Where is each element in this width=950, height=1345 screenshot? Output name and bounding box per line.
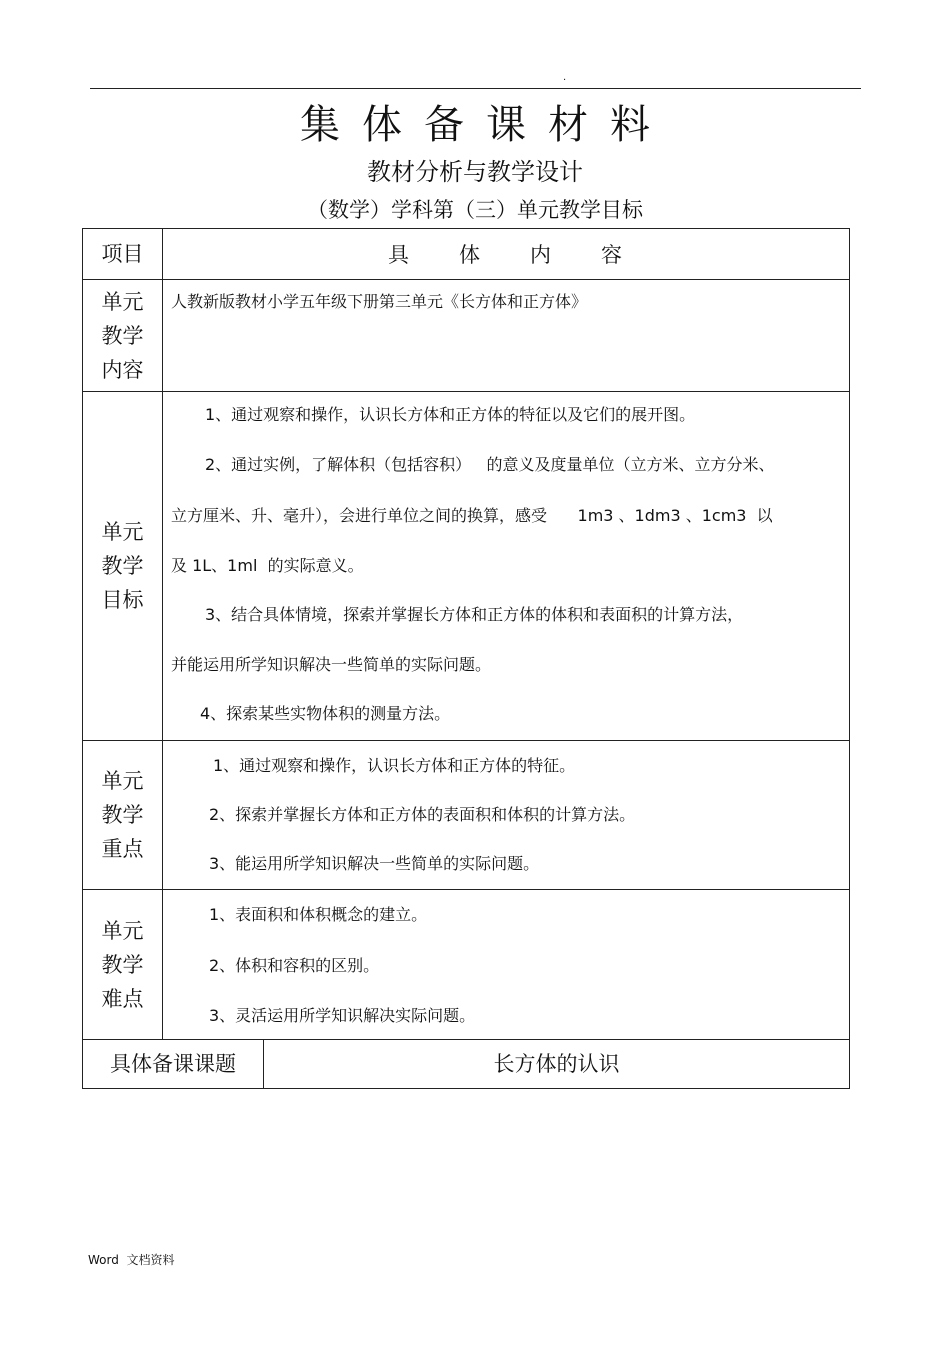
table-col-rule xyxy=(162,229,163,1039)
row-label-difficulties xyxy=(83,890,162,1039)
page-footer: Word 文档资料 xyxy=(88,1253,175,1267)
goal-line: 并能运用所学知识解决一些简单的实际问题。 xyxy=(171,655,492,674)
difficulty-line: 1、表面积和体积概念的建立。 xyxy=(209,905,428,924)
table-rule xyxy=(82,279,850,280)
document-subtitle: 教材分析与教学设计 xyxy=(367,158,583,186)
table-head-content xyxy=(163,229,849,279)
table-head-item-label: 项目 xyxy=(101,242,144,266)
row-label-goals xyxy=(83,392,162,740)
row-label-line: 教学 xyxy=(101,554,144,578)
table-head-char: 内 xyxy=(530,243,553,267)
row-label-content xyxy=(83,280,162,391)
header-dot: . xyxy=(563,72,567,83)
key-point-line: 2、探索并掌握长方体和正方体的表面积和体积的计算方法。 xyxy=(209,805,636,824)
goal-line: 4、探索某些实物体积的测量方法。 xyxy=(200,704,451,723)
lesson-topic-label xyxy=(83,1040,263,1088)
row-label-line: 教学 xyxy=(101,803,144,827)
row-label-line: 教学 xyxy=(101,952,144,977)
lesson-topic-value-text: 长方体的认识 xyxy=(493,1052,620,1076)
row-label-line: 单元 xyxy=(101,520,144,544)
row-label-key-points xyxy=(83,741,162,889)
header-rule xyxy=(90,88,861,89)
table-rule xyxy=(82,889,850,890)
table-rule xyxy=(82,740,850,741)
table-head-char: 体 xyxy=(459,243,482,267)
row-label-line: 重点 xyxy=(101,837,144,861)
table-head-char: 具 xyxy=(388,243,411,267)
row-label-line: 内容 xyxy=(101,357,144,382)
row-label-line: 单元 xyxy=(101,769,144,793)
row-label-line: 单元 xyxy=(101,918,144,943)
goal-line: 及 1L、1ml 的实际意义。 xyxy=(171,556,364,575)
goal-line: 1、通过观察和操作，认识长方体和正方体的特征以及它们的展开图。 xyxy=(205,405,696,424)
table-head-item xyxy=(83,229,162,279)
lesson-topic-value xyxy=(264,1040,849,1088)
table-rule xyxy=(82,391,850,392)
difficulty-line: 3、灵活运用所学知识解决实际问题。 xyxy=(209,1006,476,1025)
row-label-line: 目标 xyxy=(101,588,144,612)
row-label-line: 教学 xyxy=(101,323,144,348)
key-point-line: 3、能运用所学知识解决一些简单的实际问题。 xyxy=(209,854,540,873)
document-title: 集体备课材料 xyxy=(300,102,672,148)
difficulty-line: 2、体积和容积的区别。 xyxy=(209,956,380,975)
goal-line: 立方厘米、升、毫升），会进行单位之间的换算，感受 1m3 、1dm3 、1cm3 以 xyxy=(171,506,773,525)
lesson-topic-label-text: 具体备课课题 xyxy=(110,1052,236,1076)
row-label-line: 单元 xyxy=(101,289,144,314)
content-line: 人教新版教材小学五年级下册第三单元《长方体和正方体》 xyxy=(171,292,588,311)
table-head-char: 容 xyxy=(601,243,624,267)
goal-line: 3、结合具体情境，探索并掌握长方体和正方体的体积和表面积的计算方法， xyxy=(205,605,744,624)
key-point-line: 1、通过观察和操作，认识长方体和正方体的特征。 xyxy=(213,756,576,775)
goal-line: 2、通过实例，了解体积（包括容积） 的意义及度量单位（立方米、立方分米、 xyxy=(205,455,775,474)
row-label-line: 难点 xyxy=(101,986,144,1011)
document-subtitle-2: （数学）学科第（三）单元教学目标 xyxy=(307,198,643,222)
